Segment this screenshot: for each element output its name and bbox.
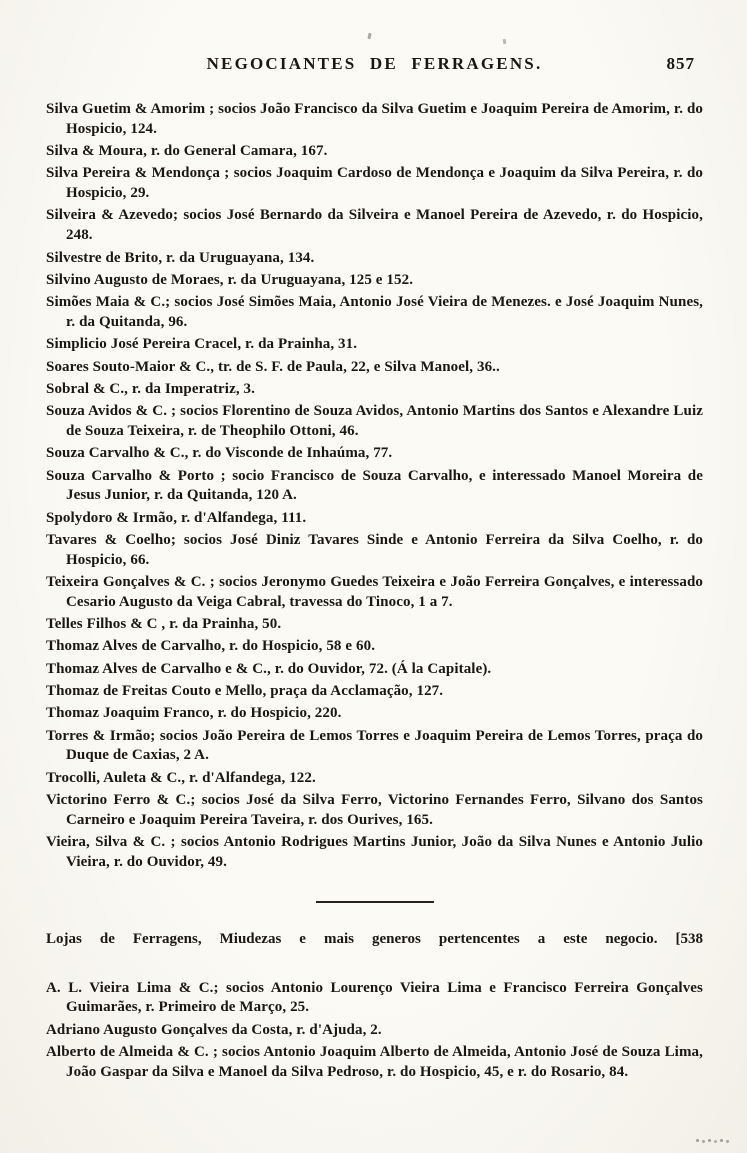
directory-entry: Torres & Irmão; socios João Pereira de Lemos Torres e Joaquim Pereira de Lemos Torres, praça do Duque de Caxias, 2 A. <box>46 727 703 764</box>
directory-entry: Simões Maia & C.; socios José Simões Maia, Antonio José Vieira de Menezes. e José Joaquim Nunes, r. da Quitanda, 96. <box>46 294 703 330</box>
directory-entry: Tavares & Coelho; socios José Diniz Tavares Sinde e Antonio Ferreira da Silva Coelho, r. do Hospicio, 66. <box>46 531 703 568</box>
page-number: 857 <box>666 54 695 73</box>
running-title: NEGOCIANTES DE FERRAGENS. <box>206 54 543 73</box>
scan-speck <box>503 39 507 44</box>
directory-entry: Silvino Augusto de Moraes, r. da Uruguayana, 125 e 152. <box>46 271 414 288</box>
directory-entry: Silva & Moura, r. do General Camara, 167. <box>46 143 328 160</box>
directory-entry: Souza Carvalho & Porto ; socio Francisco de Souza Carvalho, e interessado Manoel Moreira de Jesus Junior, r. da Quitanda, 120 A. <box>46 467 703 504</box>
directory-entry: Silva Guetim & Amorim ; socios João Francisco da Silva Guetim e Joaquim Pereira de Amorim, r. do Hospicio, 124. <box>46 101 703 137</box>
directory-entry: Trocolli, Auleta & C., r. d'Alfandega, 122. <box>46 769 316 786</box>
directory-entry: A. L. Vieira Lima & C.; socios Antonio Lourenço Vieira Lima e Francisco Ferreira Gonçalves Guimarães, r. Primeiro de Março, 25. <box>46 979 703 1016</box>
directory-entry: Silva Pereira & Mendonça ; socios Joaquim Cardoso de Mendonça e Joaquim da Silva Pereira, r. do Hospicio, 29. <box>46 165 703 202</box>
scan-speck <box>367 33 371 39</box>
directory-entry: Souza Avidos & C. ; socios Florentino de Souza Avidos, Antonio Martins dos Santos e Alexandre Luiz de Souza Teixeira, r. de Theophilo Ottoni, 46. <box>46 403 703 439</box>
directory-entry: Soares Souto-Maior & C., tr. de S. F. de Paula, 22, e Silva Manoel, 36.. <box>46 358 500 375</box>
directory-entry: Adriano Augusto Gonçalves da Costa, r. d'Ajuda, 2. <box>46 1021 382 1038</box>
page-header <box>46 54 703 74</box>
directory-entry: Silvestre de Brito, r. da Uruguayana, 134. <box>46 249 315 266</box>
directory-entries <box>46 100 703 873</box>
lojas-entries <box>46 979 703 1083</box>
directory-entry: Simplicio José Pereira Cracel, r. da Prainha, 31. <box>46 336 358 353</box>
print-artifact <box>696 1139 699 1142</box>
directory-entry: Teixeira Gonçalves & C. ; socios Jeronymo Guedes Teixeira e João Ferreira Gonçalves, e interessado Cesario Augusto da Veiga Cabral, travessa do Tinoco, 1 a 7. <box>46 574 703 610</box>
directory-entry: Victorino Ferro & C.; socios José da Silva Ferro, Victorino Fernandes Ferro, Silvano dos Santos Carneiro e Joaquim Pereira Taveira, r. dos Ourives, 165. <box>46 792 703 828</box>
directory-entry: Vieira, Silva & C. ; socios Antonio Rodrigues Martins Junior, João da Silva Nunes e Antonio Julio Vieira, r. do Ouvidor, 49. <box>46 834 703 870</box>
section-divider <box>316 901 434 903</box>
section-heading: Lojas de Ferragens, Miudezas e mais generos pertencentes a este negocio. [538 <box>46 930 703 947</box>
directory-entry: Alberto de Almeida & C. ; socios Antonio Joaquim Alberto de Almeida, Antonio José de Souza Lima, João Gaspar da Silva e Manoel da Silva Pedroso, r. do Hospicio, 45, e r. do Rosario, 84. <box>46 1044 703 1080</box>
directory-entry: Spolydoro & Irmão, r. d'Alfandega, 111. <box>46 509 307 526</box>
directory-entry: Souza Carvalho & C., r. do Visconde de Inhaúma, 77. <box>46 445 393 462</box>
directory-entry: Thomaz Alves de Carvalho e & C., r. do Ouvidor, 72. (Á la Capitale). <box>46 660 492 677</box>
directory-entry: Thomaz Joaquim Franco, r. do Hospicio, 220. <box>46 705 342 722</box>
directory-entry: Thomaz de Freitas Couto e Mello, praça da Acclamação, 127. <box>46 683 444 700</box>
directory-entry: Thomaz Alves de Carvalho, r. do Hospicio, 58 e 60. <box>46 638 376 655</box>
directory-entry: Telles Filhos & C , r. da Prainha, 50. <box>46 616 282 633</box>
directory-entry: Silveira & Azevedo; socios José Bernardo da Silveira e Manoel Pereira de Azevedo, r. do Hospicio, 248. <box>46 207 703 244</box>
directory-entry: Sobral & C., r. da Imperatriz, 3. <box>46 380 255 397</box>
